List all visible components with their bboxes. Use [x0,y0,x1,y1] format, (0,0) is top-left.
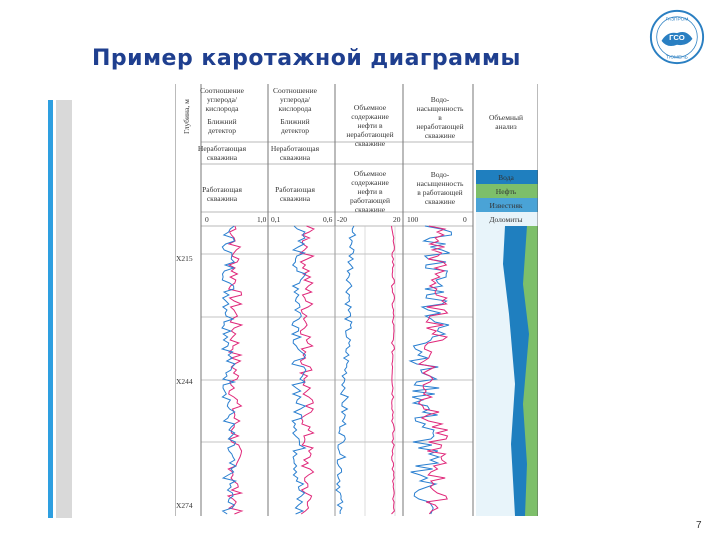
col2-upper-label-2: скважина [279,153,311,162]
col4-header-line2: насыщенность [416,104,464,113]
accent-bar [48,100,53,518]
col4-scale-max: 0 [463,215,467,224]
col5-header-line1: Объемный [488,113,524,122]
depth-header: Глубина, м [182,99,191,134]
page-number: 7 [696,520,702,531]
col2-lower-label-1: Работающая [275,185,315,194]
col1-upper-label-1: Неработающая [197,144,247,153]
col4-lower-label-4: скважине [424,197,456,206]
side-bar [56,100,72,518]
col1-upper-label-2: скважина [206,153,238,162]
legend-water-label: Вода [498,173,514,182]
col2-header-line4: Ближний [280,117,310,126]
col1-header-line1: Соотношение [200,86,244,95]
col4-header-line1: Водо- [430,95,450,104]
depth-label-x215: X215 [176,254,193,263]
col5-header-line2: анализ [495,122,517,131]
col4-lower-label-1: Водо- [430,170,450,179]
legend-dolomite-label: Доломиты [489,215,523,224]
col2-upper-label-1: Неработающая [270,144,320,153]
col4-header-line5: скважине [424,131,456,140]
legend-limestone-label: Известняк [489,201,523,210]
col3-lower-label-4: работающей [350,196,390,205]
col3-header-line4: неработающей [346,130,394,139]
depth-label-x274: X274 [176,501,193,510]
col3-scale-min: -20 [337,215,347,224]
col2-header-line2: углерода/ [279,95,311,104]
col2-header-line1: Соотношение [273,86,317,95]
col3-lower-label-5: скважине [354,205,386,214]
slide-title: Пример каротажной диаграммы [92,46,521,71]
col1-header-line2: углерода/ [206,95,238,104]
legend-oil-label: Нефть [495,187,517,196]
col3-header-line3: нефти в [357,121,383,130]
company-logo [648,8,706,66]
col2-header-line5: детектор [281,126,309,135]
logo-text: ГСО [669,32,685,42]
col2-scale-max: 0,6 [323,215,333,224]
col3-scale-max: 20 [393,215,401,224]
col1-header-line3: кислорода [205,104,239,113]
col3-header-line1: Объемное [353,103,387,112]
logo-text-bottom: ТЮМЕНЬ [666,55,688,61]
col3-header-line2: содержание [351,112,389,121]
col1-scale-max: 1,0 [257,215,267,224]
col1-scale-min: 0 [205,215,209,224]
col3-lower-label-3: нефти в [357,187,383,196]
col1-header-line4: Ближний [207,117,237,126]
col4-scale-min: 100 [407,215,419,224]
col3-lower-label-1: Объемное [353,169,387,178]
col2-header-line3: кислорода [278,104,312,113]
col4-lower-label-3: в работающей [417,188,463,197]
col4-header-line4: неработающей [416,122,464,131]
col2-lower-label-2: скважина [279,194,311,203]
col1-header-line5: детектор [208,126,236,135]
col3-lower-label-2: содержание [351,178,389,187]
col2-scale-min: 0,1 [271,215,281,224]
col3-header-line5: скважине [354,139,386,148]
logo-text-top: ГАЗПРОМ [665,17,689,23]
depth-label-x244: X244 [176,377,193,386]
col4-lower-label-2: насыщенность [416,179,464,188]
col1-lower-label-2: скважина [206,194,238,203]
col4-header-line3: в [438,113,442,122]
well-log-figure [175,84,538,516]
col1-lower-label-1: Работающая [202,185,242,194]
